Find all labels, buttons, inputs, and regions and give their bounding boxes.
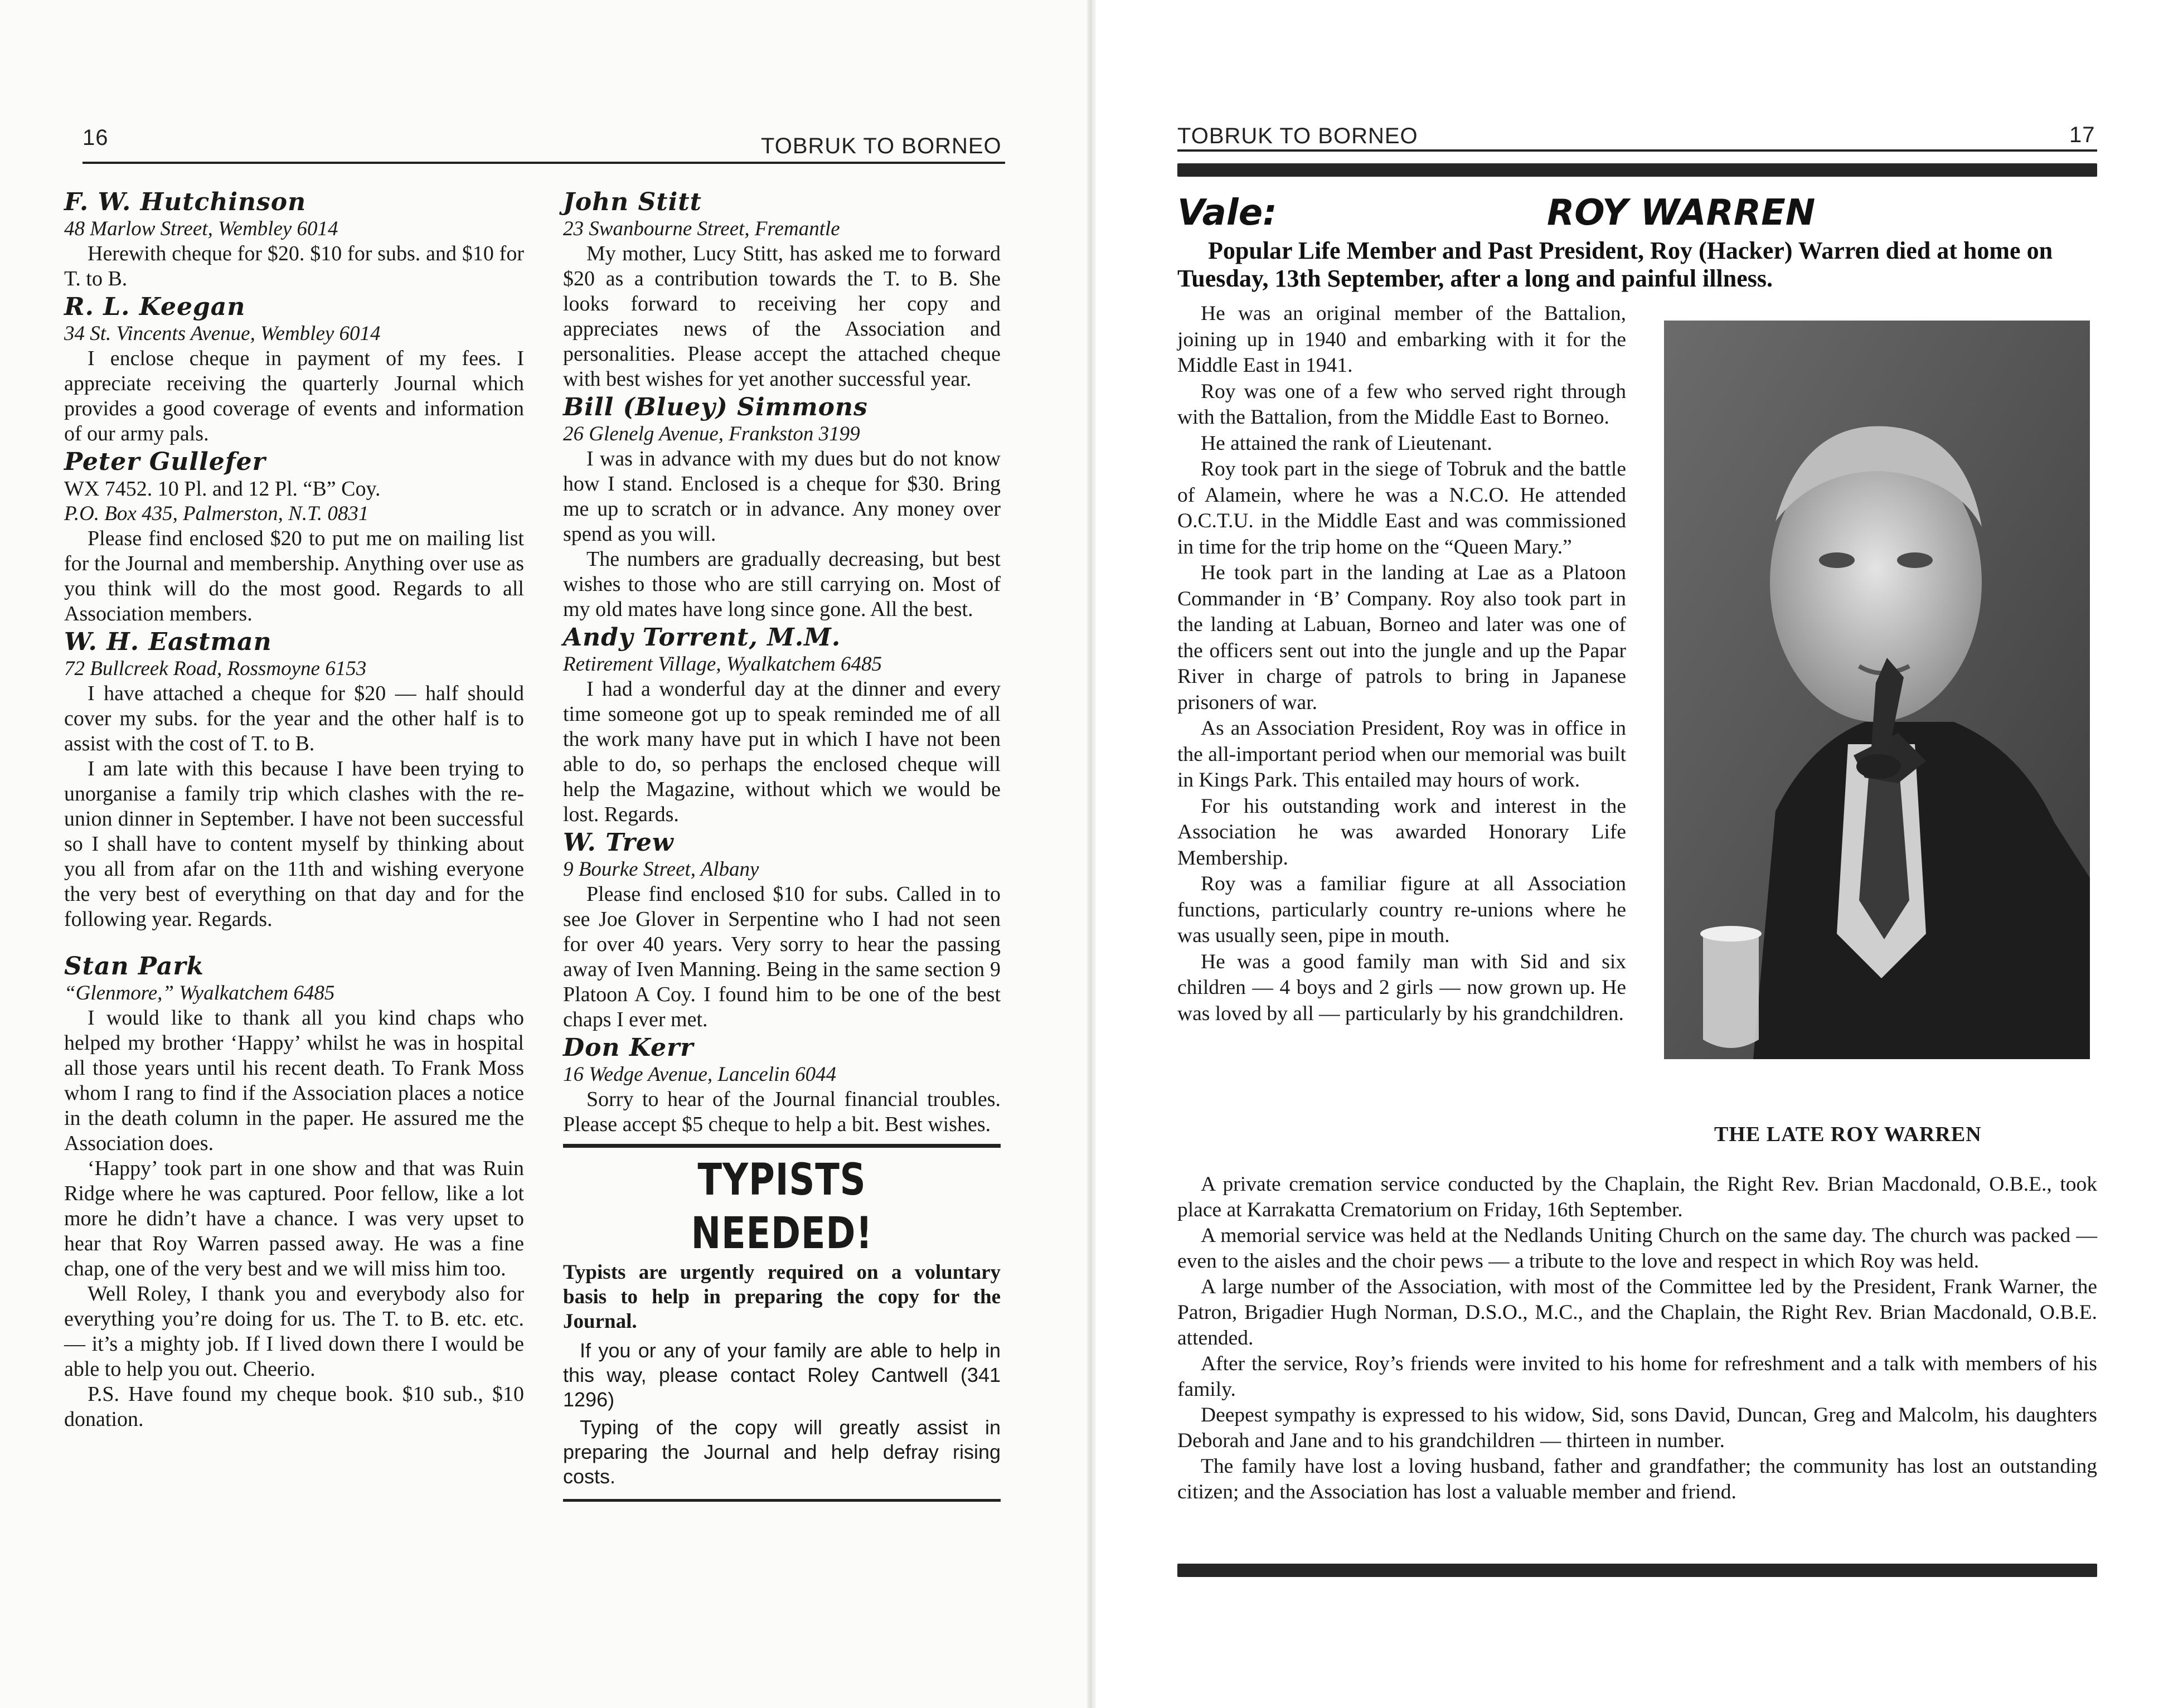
letter-address: 16 Wedge Avenue, Lancelin 6044	[563, 1063, 837, 1086]
letter-writer-name: F. W. Hutchinson	[64, 188, 307, 216]
letter-writer-name: Peter Gullefer	[64, 448, 266, 476]
vale-name: ROY WARREN	[1547, 192, 1816, 234]
letter-address: 23 Swanbourne Street, Fremantle	[563, 217, 840, 240]
letter-paragraph: My mother, Lucy Stitt, has asked me to forward $20 as a contribution towards the T. to B. She looks forward to receiving her copy and appreciates news of the Association and personalities. Please accept the attached cheque with best wishes for yet another successful year.	[563, 242, 1001, 391]
letter-paragraph: Please find enclosed $20 to put me on mailing list for the Journal and membership. Anything over use as you think will do the most good. Regards to all Association members.	[64, 527, 524, 625]
letters-column-1	[64, 187, 524, 1432]
letter-entry	[64, 448, 524, 627]
obituary-paragraph: A large number of the Association, with most of the Committee led by the President, Frank Warner, the Patron, Brigadier Hugh Norman, D.S.O., M.C., and the Chaplain, the Right Rev. Brian Macdonald, O.B.E. attended.	[1177, 1275, 2097, 1350]
obituary-paragraph: Deepest sympathy is expressed to his widow, Sid, sons David, Duncan, Greg and Malcolm, his daughters Deborah and Jane and to his grandchildren — thirteen in number.	[1177, 1404, 2097, 1452]
letter-writer-name: Don Kerr	[563, 1033, 694, 1062]
letter-entry	[563, 188, 1001, 392]
book-spine	[1087, 0, 1096, 1708]
letter-writer-name: W. H. Eastman	[64, 628, 272, 656]
header-rule	[83, 162, 1005, 164]
running-head: TOBRUK TO BORNEO	[761, 134, 1002, 158]
obituary-narrow-column	[1177, 301, 1626, 1027]
top-black-bar	[1177, 163, 2097, 177]
letter-entry	[64, 293, 524, 447]
obituary-paragraph: He took part in the landing at Lae as a Platoon Commander in ‘B’ Company. Roy also took part in the landing at Labuan, Borneo and later was one of the officers sent out into the jungle and up the Papar River in charge of patrols to bring in Japanese prisoners of war.	[1177, 561, 1626, 714]
letter-writer-name: R. L. Keegan	[64, 293, 246, 321]
letter-address: 72 Bullcreek Road, Rossmoyne 6153	[64, 657, 367, 680]
obituary-paragraph: For his outstanding work and interest in the Association he was awarded Honorary Life Membership.	[1177, 794, 1626, 870]
obituary-paragraph: He attained the rank of Lieutenant.	[1201, 431, 1492, 455]
letter-paragraph: Please find enclosed $10 for subs. Called in to see Joe Glover in Serpentine who I had not seen for over 40 years. Very sorry to hear the passing away of Iven Manning. Being in the same section 9 Platoon A Coy. I found him to be one of the best chaps I ever met.	[563, 882, 1001, 1031]
spacer	[64, 932, 524, 951]
letter-writer-name: Bill (Bluey) Simmons	[563, 393, 868, 421]
letter-entry	[64, 188, 524, 292]
obituary-paragraph: A private cremation service conducted by the Chaplain, the Right Rev. Brian Macdonald, O.B.E., took place at Karrakatta Crematorium on Friday, 16th September.	[1177, 1173, 2097, 1221]
letter-address: “Glenmore,” Wyalkatchem 6485	[64, 982, 335, 1005]
header-rule	[1177, 149, 2097, 152]
letter-entry	[563, 828, 1001, 1032]
letter-paragraph: ‘Happy’ took part in one show and that was Ruin Ridge where he was captured. Poor fellow, like a lot more he didn’t have a chance. I was very upset to hear that Roy Warren passed away. He was a fine chap, one of the very best and we will miss him too.	[64, 1157, 524, 1280]
running-head: TOBRUK TO BORNEO	[1177, 124, 1418, 148]
obituary-paragraph: He was an original member of the Battalion, joining up in 1940 and embarking with it for the Middle East in 1941.	[1177, 302, 1626, 377]
letter-address: 9 Bourke Street, Albany	[563, 858, 759, 881]
letter-entry	[563, 1033, 1001, 1137]
letter-paragraph: I enclose cheque in payment of my fees. I appreciate receiving the quarterly Journal which provides a good coverage of events and information of our army pals.	[64, 347, 524, 445]
photo-caption: THE LATE ROY WARREN	[1714, 1123, 1982, 1146]
obituary-paragraph: After the service, Roy’s friends were invited to his home for refreshment and a talk with members of his family.	[1177, 1352, 2097, 1401]
letter-entry	[64, 628, 524, 932]
letter-paragraph: I was in advance with my dues but do not know how I stand. Enclosed is a cheque for $30. Bring me up to scratch or in advance. Any money over spend as you will.	[563, 447, 1001, 546]
obituary-paragraph: Roy took part in the siege of Tobruk and the battle of Alamein, where he was a N.C.O. He attended O.C.T.U. in the Middle East and was commissioned in time for the trip home on the “Queen Mary.”	[1177, 458, 1626, 559]
letter-paragraph: I would like to thank all you kind chaps who helped my brother ‘Happy’ whilst he was in hospital all those years until his recent death. To Frank Moss whom I rang to find if the Association places a notice in the death column in the paper. He assured me the Association does.	[64, 1006, 524, 1155]
letter-writer-name: W. Trew	[563, 828, 674, 857]
letter-paragraph: Herewith cheque for $20. $10 for subs. and $10 for T. to B.	[64, 242, 524, 290]
letter-address: 48 Marlow Street, Wembley 6014	[64, 217, 338, 240]
letter-address: Retirement Village, Wyalkatchem 6485	[563, 653, 882, 676]
letter-writer-name: Stan Park	[64, 952, 204, 981]
letter-paragraph: P.S. Have found my cheque book. $10 sub., $10 donation.	[64, 1382, 524, 1431]
letter-paragraph: Well Roley, I thank you and everybody also for everything you’re doing for us. The T. to B. etc. etc. — it’s a mighty job. If I lived down there I would be able to help you out. Cheerio.	[64, 1282, 524, 1381]
letter-paragraph: I am late with this because I have been trying to unorganise a family trip which clashes with the re-union dinner in September. I have not been successful so I shall have to content myself by thinking about you all from afar on the 11th and wishing everyone the very best of everything on that day and for the following year. Regards.	[64, 757, 524, 931]
obituary-paragraph: Roy was one of a few who served right through with the Battalion, from the Middle East to Borneo.	[1177, 380, 1626, 429]
letter-entry	[563, 393, 1001, 622]
portrait-illustration	[1664, 321, 2090, 1059]
obituary-paragraph: Roy was a familiar figure at all Association functions, particularly country re-unions where he was usually seen, pipe in mouth.	[1177, 872, 1626, 947]
obituary-paragraph: He was a good family man with Sid and six children — 4 boys and 2 girls — now grown up. He was loved by all — particularly by his grandchildren.	[1177, 950, 1626, 1025]
letter-entry	[563, 623, 1001, 827]
letters-column-2	[563, 187, 1001, 1502]
typists-needed-box	[563, 1144, 1001, 1502]
letter-paragraph: I have attached a cheque for $20 — half should cover my subs. for the year and the other half is to assist with the cost of T. to B.	[64, 682, 524, 755]
obituary-paragraph: A memorial service was held at the Nedlands Uniting Church on the same day. The church was packed — even to the aisles and the choir pews — a tribute to the love and respect in which Roy was held.	[1177, 1224, 2097, 1273]
letter-paragraph: The numbers are gradually decreasing, but best wishes to those who are still carrying on. Most of my old mates have long since gone. All the best.	[563, 547, 1001, 621]
letter-paragraph: Sorry to hear of the Journal financial troubles. Please accept $5 cheque to help a bit. Best wishes.	[563, 1088, 1001, 1136]
obituary-paragraph: The family have lost a loving husband, father and grandfather; the community has lost an outstanding citizen; and the Association has lost a valuable member and friend.	[1177, 1455, 2097, 1503]
letter-entry	[64, 952, 524, 1432]
page-number: 17	[2069, 123, 2095, 147]
letter-paragraph: I had a wonderful day at the dinner and every time someone got up to speak reminded me of all the work many have put in which I have not been able to do, so perhaps the enclosed cheque will help the Magazine, without which we would be lost. Regards.	[563, 677, 1001, 826]
letter-writer-name: John Stitt	[563, 188, 702, 216]
letter-address: P.O. Box 435, Palmerston, N.T. 0831	[64, 502, 369, 525]
letter-address: 34 St. Vincents Avenue, Wembley 6014	[64, 322, 381, 345]
roy-warren-photo	[1664, 321, 2090, 1059]
typists-paragraph: Typing of the copy will greatly assist in preparing the Journal and help defray rising costs.	[563, 1416, 1001, 1488]
typists-title: TYPISTS NEEDED!	[691, 1155, 873, 1259]
letter-address: 26 Glenelg Avenue, Frankston 3199	[563, 423, 860, 445]
obituary-wide-column	[1177, 1172, 2097, 1505]
typists-lead: Typists are urgently required on a voluntary basis to help in preparing the copy for the Journal.	[563, 1261, 1001, 1333]
obituary-lead: Popular Life Member and Past President, Roy (Hacker) Warren died at home on Tuesday, 13th September, after a long and painful illness.	[1177, 237, 2053, 292]
typists-paragraph: If you or any of your family are able to help in this way, please contact Roley Cantwell (341 1296)	[563, 1339, 1001, 1411]
letter-writer-name: Andy Torrent, M.M.	[563, 623, 841, 652]
letter-service-line: WX 7452. 10 Pl. and 12 Pl. “B” Coy.	[64, 477, 381, 501]
bottom-black-bar	[1177, 1564, 2097, 1577]
obituary-paragraph: As an Association President, Roy was in office in the all-important period when our memorial was built in Kings Park. This entailed may hours of work.	[1177, 717, 1627, 792]
vale-label: Vale:	[1177, 192, 1277, 234]
page-number: 16	[83, 125, 109, 150]
